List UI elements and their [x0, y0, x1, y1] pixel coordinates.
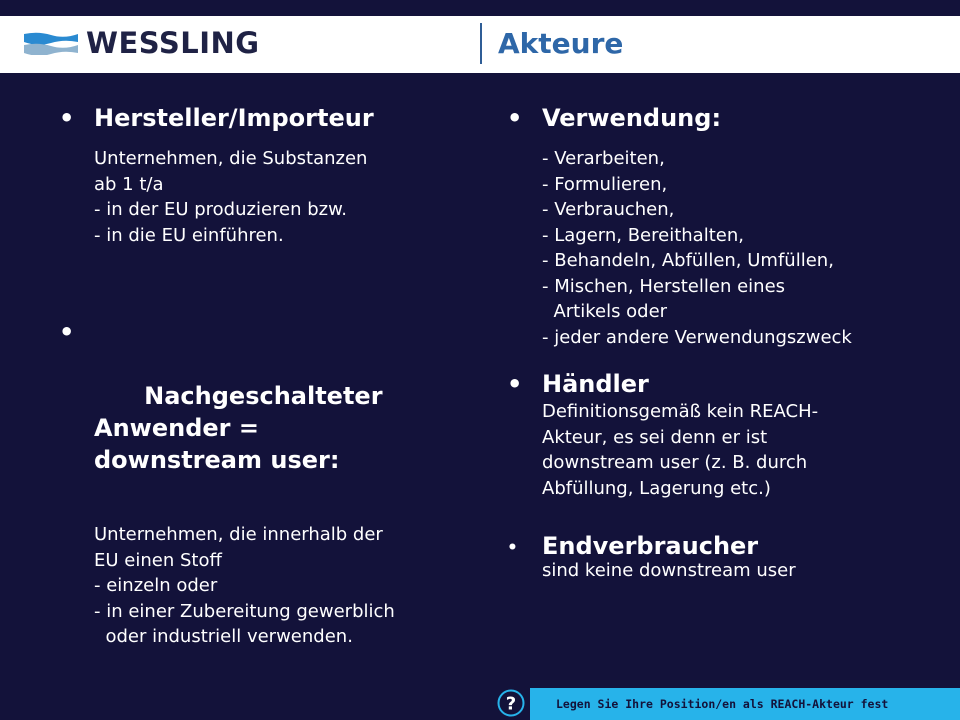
section-verwendung: [507, 102, 927, 350]
section-body: Unternehmen, die innerhalb der EU einen Stoff - einzeln oder - in einer Zubereitung gewerblich oder industriell verwenden.: [94, 524, 395, 647]
section-body: - Verarbeiten, - Formulieren, - Verbrauchen, - Lagern, Bereithalten, - Behandeln, Abfüllen, Umfüllen, - Mischen, Herstellen eines Artikels oder - jeder andere Verwendungszweck: [542, 148, 852, 348]
left-column: [59, 102, 474, 647]
section-downstream-user: [59, 316, 474, 650]
right-column: [507, 102, 927, 581]
logo-wordmark: WESSLING: [86, 26, 260, 60]
section-heading: [507, 530, 927, 562]
bullet-icon: •: [507, 538, 518, 558]
page-title: Akteure: [498, 27, 624, 60]
section-heading: [59, 102, 474, 134]
section-heading: [507, 102, 927, 134]
bullet-icon: •: [59, 104, 75, 132]
section-body: Definitionsgemäß kein REACH- Akteur, es sei denn er ist downstream user (z. B. durch Abfüllung, Lagerung etc.): [542, 401, 819, 499]
footer-instruction-text: Legen Sie Ihre Position/en als REACH-Akteur fest: [556, 697, 889, 711]
bullet-icon: •: [507, 104, 523, 132]
bullet-icon: •: [59, 318, 75, 346]
section-haendler: [507, 368, 927, 501]
section-body: sind keine downstream user: [542, 560, 796, 581]
section-body: Unternehmen, die Substanzen ab 1 t/a - in der EU produzieren bzw. - in die EU einführen.: [94, 148, 368, 246]
wessling-wave-logo-icon: [24, 31, 78, 55]
section-heading: [59, 316, 474, 508]
svg-text:?: ?: [505, 693, 517, 715]
header-bar: [0, 16, 960, 73]
section-hersteller: [59, 102, 474, 248]
section-heading: [507, 368, 927, 400]
heading-text: Nachgeschalteter Anwender = downstream user:: [94, 382, 383, 474]
bullet-icon: •: [507, 370, 523, 398]
question-icon[interactable]: [497, 689, 525, 717]
heading-text: Händler: [542, 370, 649, 398]
header-divider: [480, 23, 482, 64]
heading-text: Hersteller/Importeur: [94, 104, 374, 132]
heading-text: Verwendung:: [542, 104, 722, 132]
heading-text: Endverbraucher: [542, 532, 759, 560]
section-endverbraucher: [507, 530, 927, 584]
